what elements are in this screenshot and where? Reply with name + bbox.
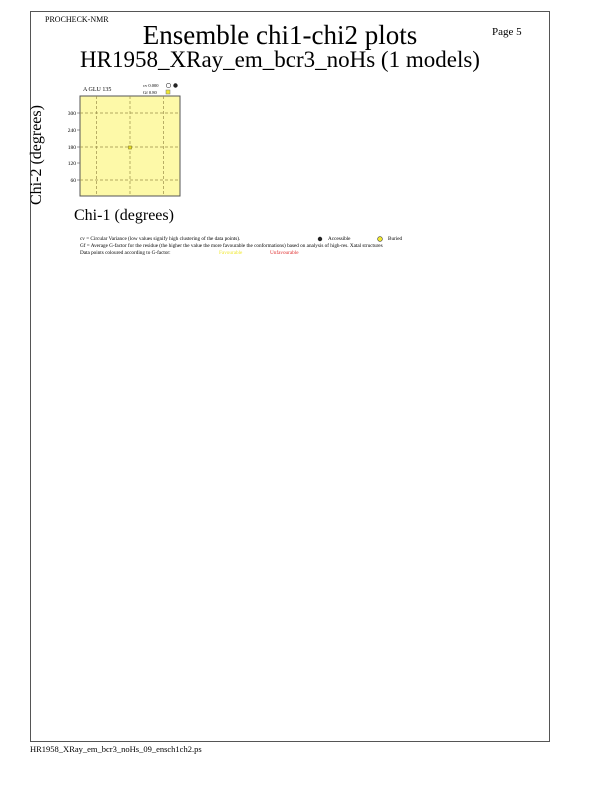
legend-favourable: Favourable <box>219 250 243 256</box>
legend-gf: Gf = Average G-factor for the residue (the higher the value the more favourable the conformations) based on analysis of high-res. Xatal structures <box>80 243 383 249</box>
page-subtitle: HR1958_XRay_em_bcr3_noHs (1 models) <box>80 47 480 72</box>
buried-legend-icon <box>378 237 383 242</box>
svg-text:240: 240 <box>67 128 76 134</box>
cv-value: cv 0.000 <box>143 83 159 88</box>
legend-unfavourable: Unfavourable <box>270 250 299 256</box>
residue-label: A GLU 135 <box>83 87 112 93</box>
buried-icon <box>166 83 170 87</box>
svg-text:300: 300 <box>67 111 76 117</box>
legend-accessible: Accessible <box>328 236 351 242</box>
gf-swatch-icon <box>166 90 170 94</box>
svg-text:180: 180 <box>67 145 76 151</box>
gf-value: Gf 0.80 <box>143 90 157 95</box>
program-name: PROCHECK-NMR <box>45 15 109 24</box>
page-title: Ensemble chi1-chi2 plots <box>142 20 418 50</box>
x-axis-label: Chi-1 (degrees) <box>74 207 174 224</box>
svg-text:120: 120 <box>67 161 76 167</box>
data-point <box>129 146 132 149</box>
legend-cv: cv = Circular Variance (low values signify high clustering of the data points). <box>80 236 241 242</box>
accessible-icon <box>173 83 177 87</box>
legend-colouring: Data points coloured according to G-factor: <box>80 250 171 256</box>
legend-buried: Buried <box>388 236 403 242</box>
page-number: Page 5 <box>492 26 522 38</box>
svg-text:60: 60 <box>70 178 76 184</box>
accessible-legend-icon <box>318 237 322 241</box>
footer-filename: HR1958_XRay_em_bcr3_noHs_09_ensch1ch2.ps <box>30 744 202 754</box>
y-axis-label: Chi-2 (degrees) <box>28 105 45 205</box>
y-tick-labels <box>68 111 77 184</box>
